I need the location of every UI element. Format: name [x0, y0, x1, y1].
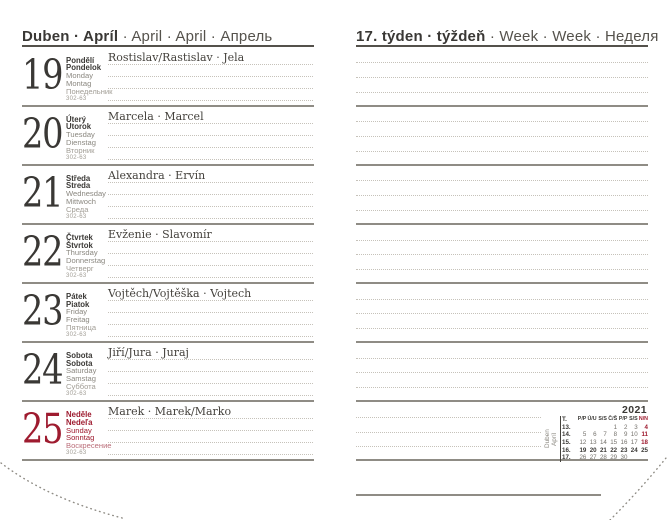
- weekday-de: Freitag: [66, 315, 90, 325]
- writing-line: [108, 76, 313, 77]
- weekday-sk: Utorok: [66, 122, 92, 132]
- cal-day-header: P/P: [577, 416, 587, 423]
- week-header-rest: · Week · Week · Неделя: [485, 28, 659, 45]
- cal-week-row: [562, 439, 648, 447]
- writing-line: [356, 417, 541, 418]
- cal-date-cell: 12: [579, 439, 587, 447]
- day-code: 302-63: [66, 155, 87, 162]
- weekday-names: [66, 293, 96, 332]
- day-number: 24: [22, 345, 63, 394]
- writing-line: [356, 240, 648, 241]
- weekday-ru: Среда: [66, 204, 89, 214]
- cal-date-cell: 4: [644, 423, 648, 431]
- writing-line: [108, 88, 313, 89]
- writing-line: [356, 195, 648, 196]
- cal-day-header: P/P: [618, 416, 628, 423]
- day-code: 302-63: [66, 391, 87, 398]
- writing-line: [356, 358, 648, 359]
- month-header-rest: · April · April · Апрель: [118, 28, 273, 45]
- calendar-month-labels: [544, 416, 558, 462]
- nameday-names: Vojtěch/Vojtěška · Vojtech: [108, 286, 252, 300]
- day-number: 19: [22, 50, 63, 99]
- cal-day-header: Č/Š: [608, 416, 618, 423]
- weekday-sk: Streda: [66, 181, 91, 191]
- day-row-20: [22, 107, 314, 166]
- cal-week-number: 16.: [562, 446, 571, 454]
- writing-line: [356, 432, 541, 433]
- nameday-names: Alexandra · Ervín: [108, 168, 206, 182]
- nameday-names: Rostislav/Rastislav · Jela: [108, 50, 245, 64]
- day-row-19: [22, 48, 314, 107]
- writing-line: [108, 194, 313, 195]
- writing-line: [356, 121, 648, 122]
- writing-line: [108, 206, 313, 207]
- day-number: 25: [22, 404, 63, 453]
- writing-line: [108, 442, 313, 443]
- writing-line: [108, 336, 313, 337]
- writing-line: [108, 418, 313, 419]
- cal-week-col-header: T.: [562, 416, 567, 424]
- writing-line: [108, 100, 313, 101]
- weekday-names: [66, 411, 112, 450]
- weekday-cs: Středa: [66, 173, 91, 183]
- weekday-names: [66, 175, 106, 214]
- cal-date-cell: 20: [589, 446, 597, 454]
- notes-row: [356, 343, 648, 402]
- cal-date-cell: 29: [610, 454, 618, 462]
- weekday-sk: Pondelok: [66, 63, 102, 73]
- weekday-ru: Понедельник: [66, 86, 113, 96]
- corner-perforation-arc-left: [0, 455, 140, 521]
- cal-date-cell: 6: [593, 431, 597, 439]
- writing-line: [108, 300, 313, 301]
- corner-perforation-arc-right: [600, 450, 668, 520]
- cal-week-row: [562, 424, 648, 432]
- notes-row: [356, 107, 648, 166]
- cal-date-cell: 17: [630, 439, 638, 447]
- cal-date-cell: 26: [579, 454, 587, 462]
- day-row-23: [22, 284, 314, 343]
- right-page: [356, 0, 659, 520]
- cal-week-number: 17.: [562, 454, 571, 462]
- weekday-ru: Вторник: [66, 145, 95, 155]
- writing-line: [356, 180, 648, 181]
- writing-line: [356, 92, 648, 93]
- cal-date-cell: 9: [623, 431, 628, 439]
- cal-week-row: [562, 431, 648, 439]
- week-header: [356, 28, 659, 45]
- nameday-names: Marcela · Marcel: [108, 109, 204, 123]
- weekday-sk: Štvrtok: [66, 240, 93, 250]
- day-row-24: [22, 343, 314, 402]
- weekday-ru: Воскресение: [66, 441, 112, 451]
- cal-date-cell: [586, 424, 596, 432]
- day-number: 21: [22, 168, 63, 217]
- weekday-cs: Čtvrtek: [66, 232, 93, 242]
- cal-date-cell: 13: [589, 439, 597, 447]
- writing-line: [356, 77, 648, 78]
- weekday-cs: Pátek: [66, 291, 87, 301]
- writing-line: [356, 151, 648, 152]
- cal-day-header: N/N: [638, 416, 648, 423]
- cal-date-cell: [576, 424, 586, 432]
- weekday-de: Samstag: [66, 374, 96, 384]
- writing-line: [108, 395, 313, 396]
- writing-line: [356, 299, 648, 300]
- cal-date-cell: 15: [610, 439, 618, 447]
- weekday-de: Sonntag: [66, 433, 95, 443]
- writing-line: [108, 265, 313, 266]
- writing-line: [108, 371, 313, 372]
- day-number: 23: [22, 286, 63, 335]
- week-header-bold: 17. týden · týždeň: [356, 28, 486, 45]
- day-code: 302-63: [66, 332, 87, 339]
- cal-date-cell: 21: [599, 446, 607, 454]
- writing-line: [108, 159, 313, 160]
- cal-week-number: 13.: [562, 423, 571, 431]
- day-number: 22: [22, 227, 63, 276]
- cal-date-cell: 8: [613, 431, 618, 439]
- writing-line: [356, 269, 648, 270]
- nameday-names: Evženie · Slavomír: [108, 227, 212, 241]
- cal-date-cell: 7: [603, 431, 607, 439]
- writing-line: [108, 253, 313, 254]
- weekday-en: Thursday: [66, 248, 98, 258]
- cal-date-cell: 19: [579, 446, 587, 454]
- weekday-sk: Sobota: [66, 358, 93, 368]
- cal-date-cell: 25: [641, 446, 648, 454]
- weekday-names: [66, 352, 96, 391]
- weekday-en: Tuesday: [66, 130, 95, 140]
- weekday-en: Wednesday: [66, 189, 106, 199]
- writing-line: [108, 218, 313, 219]
- bottom-writing-line: [356, 494, 601, 496]
- calendar-divider: [560, 416, 561, 462]
- nameday-names: Jiří/Jura · Juraj: [108, 345, 189, 359]
- writing-line: [108, 324, 313, 325]
- weekday-sk: Piatok: [66, 299, 90, 309]
- writing-line: [108, 64, 313, 65]
- nameday-names: Marek · Marek/Marko: [108, 404, 232, 418]
- month-header: [22, 28, 314, 45]
- writing-line: [108, 277, 313, 278]
- writing-line: [108, 147, 313, 148]
- cal-date-cell: 16: [620, 439, 628, 447]
- cal-date-cell: 30: [620, 454, 628, 462]
- cal-date-cell: 24: [630, 446, 638, 454]
- cal-date-cell: 18: [641, 439, 648, 447]
- weekday-ru: Суббота: [66, 382, 96, 392]
- calendar-year: 2021: [622, 404, 647, 416]
- cal-date-cell: 5: [582, 431, 587, 439]
- writing-line: [356, 62, 648, 63]
- cal-date-cell: 1: [613, 423, 618, 431]
- day-row-22: [22, 225, 314, 284]
- month-header-bold: Duben · Apríl: [22, 28, 119, 45]
- weekday-names: [66, 234, 105, 273]
- weekday-names: [66, 116, 96, 155]
- writing-line: [108, 135, 313, 136]
- writing-line: [356, 446, 541, 447]
- writing-line: [356, 313, 648, 314]
- writing-line: [356, 387, 648, 388]
- cal-date-cell: 3: [634, 423, 638, 431]
- writing-line: [108, 241, 313, 242]
- weekday-de: Dienstag: [66, 137, 96, 147]
- weekday-de: Mittwoch: [66, 197, 96, 207]
- calendar-month-sk: Apríl: [551, 432, 558, 446]
- cal-date-cell: 10: [630, 431, 638, 439]
- writing-line: [108, 359, 313, 360]
- weekday-de: Montag: [66, 78, 92, 88]
- cal-date-cell: 28: [599, 454, 607, 462]
- writing-line: [108, 430, 313, 431]
- cal-week-number: 14.: [562, 431, 571, 439]
- notes-row: [356, 48, 648, 107]
- cal-date-cell: 23: [620, 446, 628, 454]
- writing-line: [108, 182, 313, 183]
- writing-line: [356, 210, 648, 211]
- notes-row: [356, 166, 648, 225]
- cal-day-header: Ú/U: [587, 416, 597, 423]
- day-row-25: [22, 402, 314, 461]
- weekday-de: Donnerstag: [66, 256, 106, 266]
- cal-week-number: 15.: [562, 439, 571, 447]
- weekday-en: Sunday: [66, 425, 92, 435]
- weekday-en: Monday: [66, 71, 94, 81]
- left-page: [22, 0, 314, 520]
- weekday-ru: Четверг: [66, 263, 94, 273]
- cal-date-cell: 27: [589, 454, 597, 462]
- day-code: 302-63: [66, 96, 87, 102]
- cal-date-cell: 14: [599, 439, 607, 447]
- day-code: 302-63: [66, 450, 87, 457]
- writing-line: [356, 328, 648, 329]
- weekday-en: Saturday: [66, 366, 97, 376]
- weekday-cs: Sobota: [66, 350, 93, 360]
- cal-date-cell: 2: [623, 423, 628, 431]
- writing-line: [356, 372, 648, 373]
- day-code: 302-63: [66, 214, 87, 221]
- weekday-cs: Pondělí: [66, 55, 95, 65]
- cal-date-cell: 11: [641, 431, 648, 439]
- writing-line: [356, 136, 648, 137]
- cal-day-header: S/S: [629, 416, 638, 423]
- day-row-21: [22, 166, 314, 225]
- writing-line: [108, 123, 313, 124]
- writing-line: [108, 312, 313, 313]
- writing-line: [108, 383, 313, 384]
- cal-date-cell: [597, 424, 607, 432]
- cal-header-row: [562, 416, 648, 424]
- calendar-month-cs: Duben: [544, 429, 551, 449]
- day-number: 20: [22, 109, 63, 158]
- day-code: 302-63: [66, 273, 87, 280]
- notes-row: [356, 284, 648, 343]
- weekday-names: [66, 57, 112, 96]
- weekday-cs: Úterý: [66, 114, 86, 124]
- cal-date-cell: 22: [610, 446, 618, 454]
- weekday-en: Friday: [66, 307, 88, 317]
- cal-day-header: S/S: [598, 416, 607, 423]
- weekday-sk: Nedeľa: [66, 417, 93, 427]
- notes-row: [356, 225, 648, 284]
- weekday-ru: Пятница: [66, 322, 97, 332]
- writing-line: [356, 254, 648, 255]
- weekday-cs: Neděle: [66, 409, 92, 419]
